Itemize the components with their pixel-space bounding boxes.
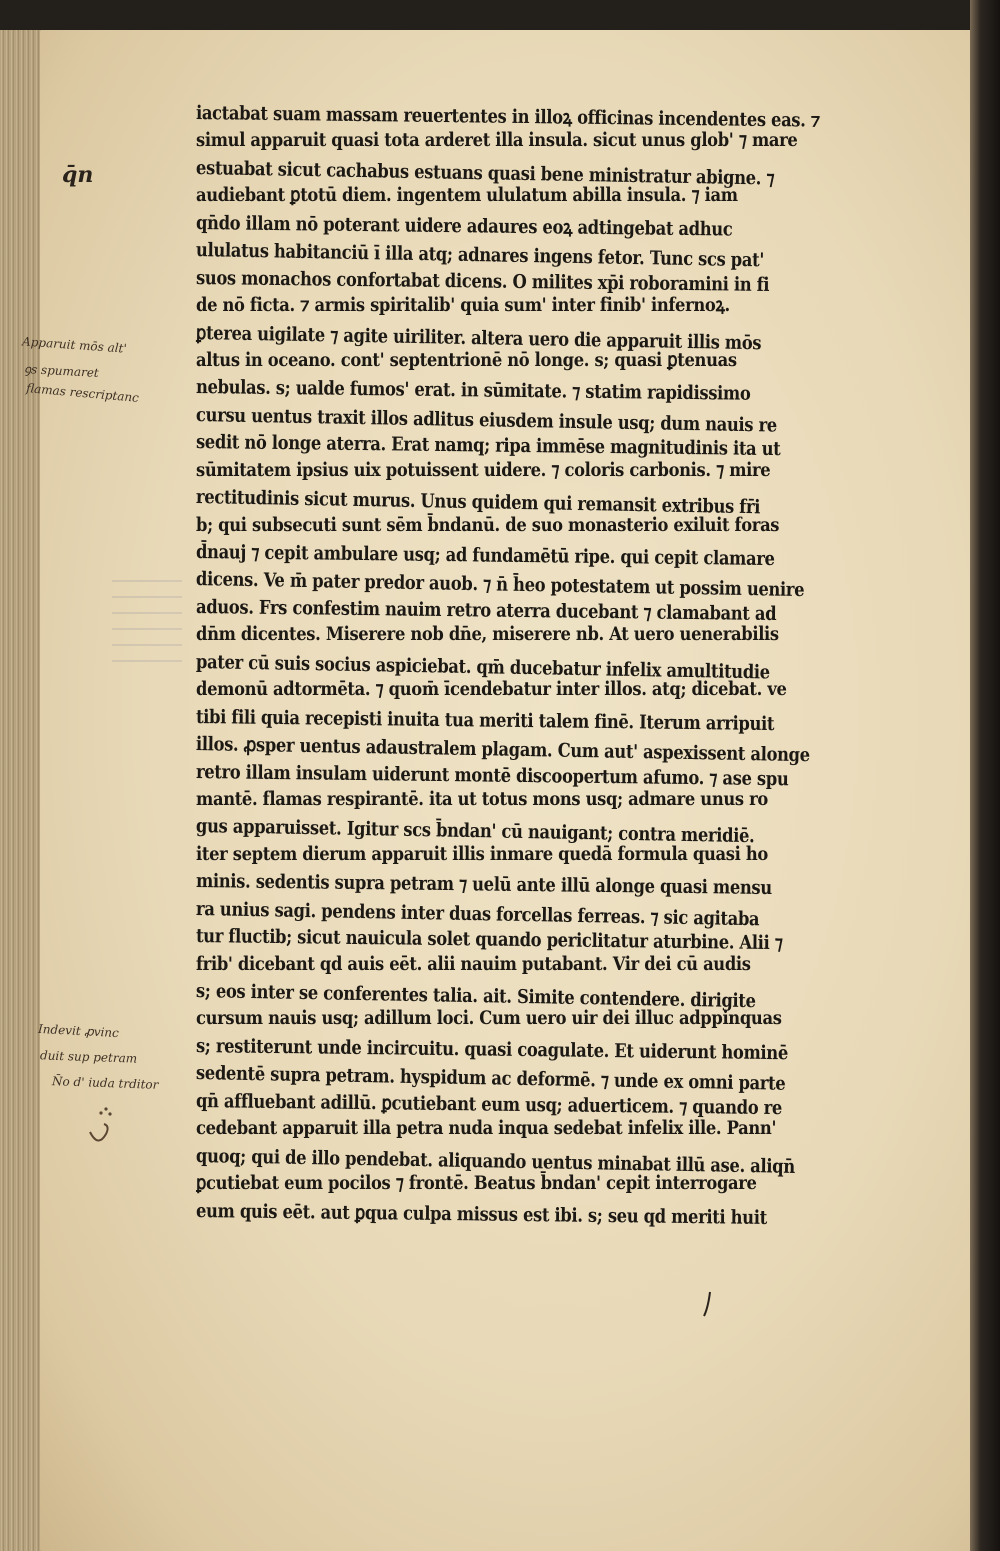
text-line: s; eos inter se conferentes talia. ait. Simite contendere. dirigite: [195, 980, 756, 1013]
text-line: sūmitatem ipsius uix potuissent uidere. ⁊ coloris carbonis. ⁊ mire: [196, 458, 771, 481]
text-line: mantē. flamas respirantē. ita ut totus mons usq; admare unus ro: [196, 787, 768, 810]
text-line: ꝑcutiebat eum pocilos ⁊ frontē. Beatus b̄ndan' cepit interrogare: [196, 1172, 757, 1195]
line-descender-flourish: [690, 1290, 730, 1320]
text-line: dn̄m dicentes. Miserere nob dn̄e, miserere nb. At uero uenerabilis: [196, 623, 779, 646]
margin-flourish-mark: [84, 1104, 124, 1154]
page-edge-shadow: [970, 0, 1000, 1551]
margin-note-upper-line: flamas rescriptanc: [25, 381, 140, 405]
main-text-column: [195, 100, 941, 1229]
binding-gutter: [0, 30, 44, 1551]
text-line: cursum nauis usq; adillum loci. Cum uero uir dei illuc adppinquas: [196, 1007, 782, 1030]
text-line: quoq; qui de illo pendebat. aliquando uentus minabat illū ase. aliqn̄: [195, 1144, 795, 1178]
margin-note-upper-line: Apparuit mōs alt': [21, 334, 128, 356]
text-line: tibi fili quia recepisti inuita tua meriti talem finē. Iterum arripuit: [195, 705, 775, 735]
text-line: illos. ꝓsper uentus adaustralem plagam. Cum aut' aspexissent alonge: [195, 733, 810, 767]
text-line: nebulas. s; ualde fumos' erat. in sūmitate. ⁊ statim rapidissimo: [195, 376, 751, 406]
text-line: tur fluctib; sicut nauicula solet quando periclitatur aturbine. Alii ⁊: [195, 925, 783, 955]
text-line: retro illam insulam uiderunt montē discoopertum afumo. ⁊ ase spu: [195, 760, 789, 790]
text-line: frib' dicebant qd auis eēt. alii nauim putabant. Vir dei cū audis: [196, 952, 751, 975]
ink-offset-ghost: [112, 580, 182, 670]
text-line: gus apparuisset. Igitur scs b̄ndan' cū nauigant; contra meridiē.: [195, 815, 755, 848]
text-line: suos monachos confortabat dicens. O milites xp̄i roboramini in fi: [195, 266, 770, 296]
text-line: altus in oceano. cont' septentrionē nō longe. s; quasi ꝑtenuas: [196, 348, 737, 371]
text-line: cedebant apparuit illa petra nuda inqua sedebat infelix ille. Pann': [196, 1117, 777, 1140]
text-line: ꝑterea uigilate ⁊ agite uiriliter. altera uero die apparuit illis mōs: [195, 321, 762, 354]
text-line: demonū adtormēta. ⁊ quom̄ īcendebatur inter illos. atq; dicebat. ve: [196, 678, 787, 701]
margin-note-qm: q̄n: [62, 162, 94, 188]
text-line: minis. sedentis supra petram ⁊ uelū ante illū alonge quasi mensu: [195, 870, 772, 900]
text-line: dicens. Ve m̄ pater predor auob. ⁊ n̄ h̄eo potestatem ut possim uenire: [195, 568, 805, 602]
margin-note-lower-line: Indevit ꝓvinc: [37, 1021, 120, 1041]
text-line: rectitudinis sicut murus. Unus quidem qui remansit extribus fr̄i: [195, 486, 761, 519]
text-line: pater cū suis socius aspiciebat. qm̄ ducebatur infelix amultitudie: [195, 650, 770, 684]
text-line: sedit nō longe aterra. Erat namq; ripa immēse magnitudinis ita ut: [195, 431, 781, 461]
text-line: ululatus habitanciū ī illa atq; adnares ingens fetor. Tunc scs pat': [195, 239, 765, 272]
margin-note-lower-line: duit sup petram: [39, 1048, 138, 1066]
text-line: b; qui subsecuti sunt sēm b̄ndanū. de suo monasterio exiluit foras: [196, 513, 780, 536]
text-line: qn̄do illam nō poterant uidere adaures eoꝝ adtingebat adhuc: [195, 211, 733, 241]
text-line: eum quis eēt. aut ꝑqua culpa missus est ibi. s; seu qd meriti huit: [195, 1199, 767, 1229]
text-line: de nō ficta. ⁊ armis spiritalib' quia sum' inter finib' infernoꝝ.: [196, 294, 730, 317]
text-line: iter septem dierum apparuit illis inmare quedā formula quasi ho: [196, 842, 768, 865]
text-line: d̄nauj ⁊ cepit ambulare usq; ad fundamētū ripe. qui cepit clamare: [195, 541, 775, 571]
text-line: aduos. Frs confestim nauim retro aterra ducebant ⁊ clamabant ad: [195, 595, 777, 625]
text-line: simul apparuit quasi tota arderet illa insula. sicut unus glob' ⁊ mare: [196, 129, 798, 152]
text-line: sedentē supra petram. hyspidum ac deformē. ⁊ unde ex omni parte: [195, 1062, 786, 1096]
text-line: iactabat suam massam reuertentes in illoꝝ officinas incendentes eas. ⁊: [195, 102, 821, 132]
margin-note-upper-line: ꝯs spumaret: [23, 362, 100, 380]
text-line: ra unius sagi. pendens inter duas forcellas ferreas. ⁊ sic agitaba: [195, 897, 760, 930]
margin-note-lower-line: N̄o d' iuda trditor: [51, 1074, 159, 1092]
text-line: s; restiterunt unde incircuitu. quasi coagulate. Et uiderunt hominē: [195, 1034, 789, 1065]
text-line: estuabat sicut cachabus estuans quasi bene ministratur abigne. ⁊: [195, 156, 775, 190]
text-line: audiebant ꝑtotū diem. ingentem ululatum abilla insula. ⁊ iam: [196, 184, 738, 207]
text-line: cursu uentus traxit illos adlitus eiusdem insule usq; dum nauis re: [195, 403, 778, 437]
text-line: qn̄ affluebant adillū. ꝑcutiebant eum usq; aduerticem. ⁊ quando re: [195, 1089, 783, 1119]
